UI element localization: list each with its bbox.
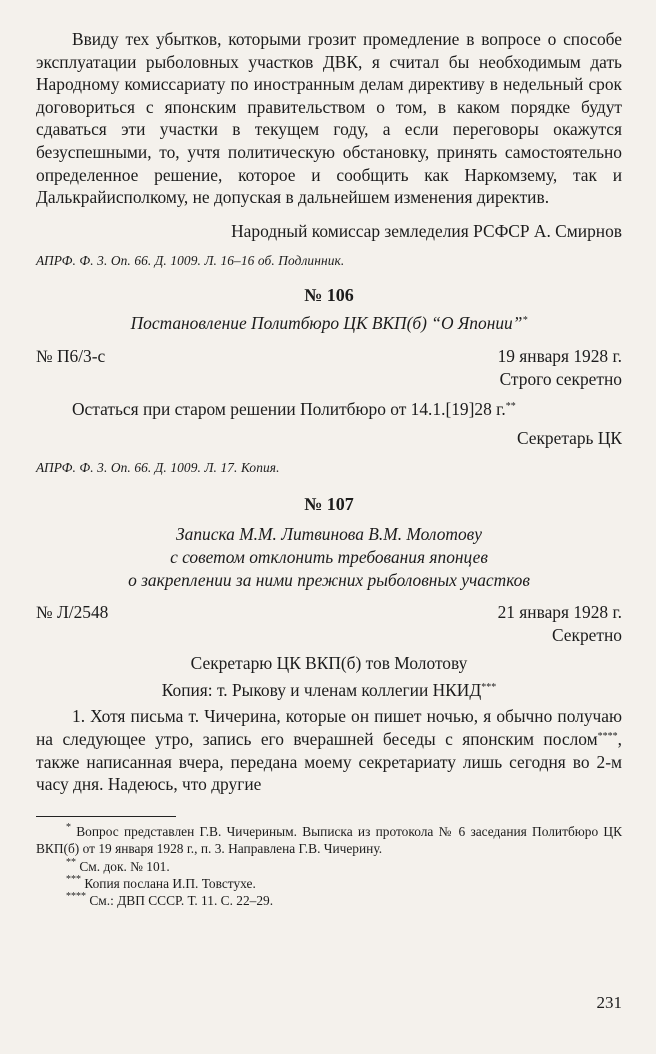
footnote-4: [36, 892, 622, 909]
doc106-title-text: Постановление Политбюро ЦК ВКП(б) “О Японии”: [130, 313, 523, 334]
page-number: 231: [596, 993, 622, 1012]
doc107-title-line-1: Записка М.М. Литвинова В.М. Молотову: [176, 524, 482, 545]
footnote-3-text: Копия послана И.П. Товстухе.: [81, 876, 256, 892]
doc106-meta: [36, 345, 622, 368]
page: [36, 28, 622, 910]
footnote-4-text: См.: ДВП СССР. Т. 11. С. 22–29.: [86, 893, 274, 909]
footnote-4-mark: ****: [66, 891, 86, 903]
doc107-copy: [36, 679, 622, 702]
doc107-copy-footnote-mark: ***: [481, 681, 497, 693]
doc107-paragraph-footnote-mark: ****: [597, 731, 618, 743]
footnote-1: [36, 823, 622, 858]
doc107-addressee: Секретарю ЦК ВКП(б) тов Молотову: [190, 653, 468, 674]
footnote-3-mark: ***: [66, 874, 81, 886]
doc107-paragraph: [36, 705, 622, 795]
doc107-date: 21 января 1928 г.: [497, 602, 622, 623]
letter-signature: Народный комиссар земледелия РСФСР А. Смирнов: [231, 220, 622, 241]
doc107-title-line-3: о закреплении за ними прежних рыболовных участков: [128, 569, 530, 590]
letter-paragraph: Ввиду тех убытков, которыми грозит промедление в вопросе о способе эксплуатации рыболовных участков ДВК, я считал бы необходимым дать Народному комиссариату по иностранным делам директиву в недельный срок договориться с японским правительством о том, в каком порядке будут сдаваться эти участки в текущем году, а если переговоры окажутся безуспешными, то, учтя политическую обстановку, принять самостоятельно определенное решение, которое и сообщить как Наркомзему, так и Далькрайисполкому, не допуская в дальнейшем изменения директив.: [36, 29, 622, 208]
doc106-number: № 106: [304, 285, 354, 306]
doc106-title-footnote-mark: *: [522, 315, 528, 327]
footnote-2: [36, 858, 622, 875]
document-106: [36, 284, 622, 477]
doc106-ref: № П6/3-с: [36, 345, 106, 366]
footnote-2-mark: **: [66, 856, 76, 868]
doc106-secrecy: Строго секретно: [499, 368, 622, 389]
doc107-paragraph-part1: 1. Хотя письма т. Чичерина, которые он пишет ночью, я обычно получаю на следующее утро, запись его вчерашней беседы с японским послом: [36, 706, 622, 750]
doc106-signature: Секретарь ЦК: [516, 427, 622, 448]
doc106-text-body: Остаться при старом решении Политбюро от 14.1.[19]28 г.: [72, 399, 506, 420]
doc106-text-footnote-mark: **: [505, 401, 516, 413]
doc106-source: АПРФ. Ф. 3. Оп. 66. Д. 1009. Л. 17. Копия.: [36, 460, 280, 476]
doc107-ref: № Л/2548: [36, 602, 109, 623]
letter-source: АПРФ. Ф. 3. Оп. 66. Д. 1009. Л. 16–16 об. Подлинник.: [36, 253, 345, 269]
doc107-meta: [36, 601, 622, 624]
doc107-title-line-2: с советом отклонить требования японцев: [170, 546, 488, 567]
footnote-2-text: См. док. № 101.: [76, 858, 170, 874]
document-107: [36, 493, 622, 796]
doc106-text: [36, 398, 622, 421]
footnotes: [36, 823, 622, 910]
doc107-number: № 107: [304, 494, 354, 515]
doc107-secrecy: Секретно: [552, 624, 622, 645]
footnote-1-mark: *: [66, 821, 71, 833]
footnote-1-text: Вопрос представлен Г.В. Чичериным. Выписка из протокола № 6 заседания Политбюро ЦК ВКП(б) от 19 января 1928 г., п. 3. Направлена Г.В. Чичерину.: [36, 823, 622, 857]
footnote-divider: [36, 816, 176, 817]
doc106-date: 19 января 1928 г.: [497, 345, 622, 366]
doc107-copy-text: Копия: т. Рыкову и членам коллегии НКИД: [161, 679, 482, 700]
doc107-paragraph-part2: , также написанная вчера, передана моему секретариату лишь сегодня во 2-м часу дня. Надеюсь, что другие: [36, 729, 622, 795]
footnote-3: [36, 875, 622, 892]
doc106-title: [36, 312, 622, 335]
